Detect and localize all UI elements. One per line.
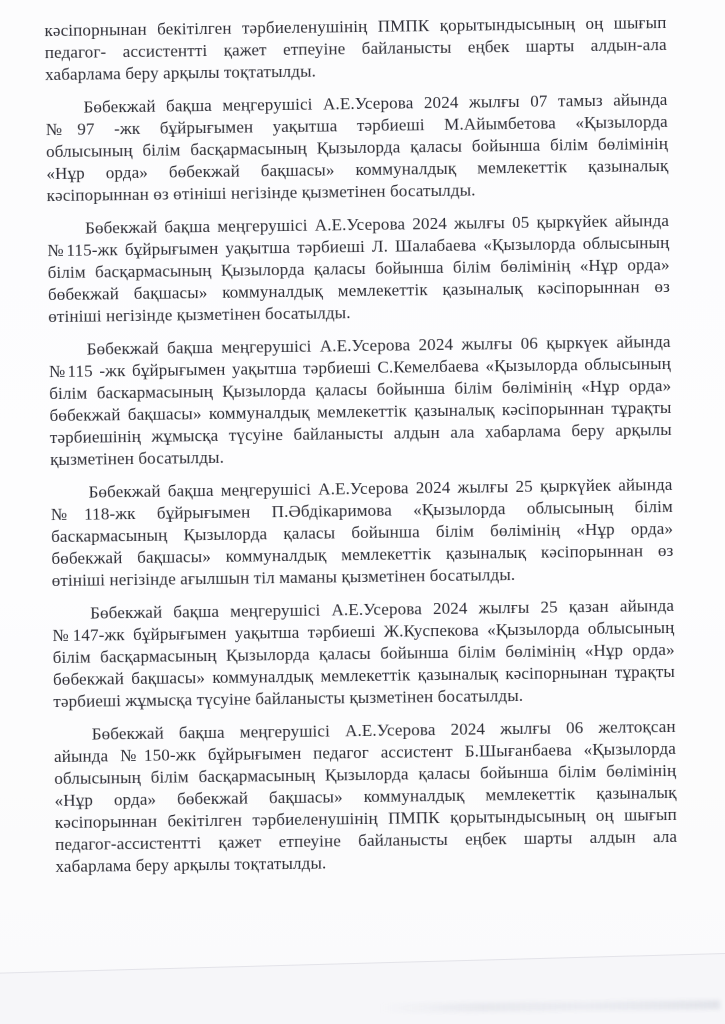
- text-line: кәсіпорыннан өз өтініші негізінде қызметінен босатылды.: [46, 180, 476, 206]
- paragraph: [44, 12, 667, 86]
- text-line: Бөбекжай бақша меңгерушісі А.Е.Усерова 2024 жылғы 25 қыркүйек айында: [88, 474, 673, 502]
- text-line: хабарлама беру арқылы тоқтатылды.: [55, 853, 327, 877]
- paragraph: [54, 716, 678, 878]
- text-line: Бөбекжай бақша меңгерушісі А.Е.Усерова 2024 жылғы 07 тамыз айында: [83, 89, 668, 117]
- paragraph: [47, 210, 670, 328]
- text-line: №147-жк бұйрығымен уақытша тәрбиеші Ж.Куспекова «Қызылорда облысының: [52, 617, 675, 646]
- text-line: №97 -жк бұйрығымен уақытша тәрбиеші М.Айымбетова «Қызылорда: [45, 111, 668, 140]
- text-line: білім басқармасының Қызылорда қаласы бойынша білім бөлімінің «Нұр орда»: [47, 254, 670, 283]
- text-line: бөбекжай бақшасы» коммуналдық мемлекеттік қазыналық кәсіпорыннан тұрақты: [49, 397, 672, 426]
- text-line: білім басқармасының Қызылорда қаласы бойынша білім бөлімінің «Нұр орда»: [52, 639, 675, 668]
- text-line: өтініші негізінде ағылшын тіл маманы қызметінен босатылды.: [51, 564, 516, 591]
- text-line: №115 -жк бұйрығымен уақытша тәрбиеші С.Кемелбаева «Қызылорда облысының: [48, 353, 672, 382]
- text-line: Бөбекжай бақша меңгерушісі А.Е.Усерова 2024 жылғы 06 қыркүек айында: [86, 331, 671, 359]
- text-line: бөбекжай бақшасы» коммуналдық мемлекеттік қазыналық кәсіпорыннан өз: [47, 276, 671, 305]
- text-line: өтініші негізінде қызметінен босатылды.: [48, 303, 351, 327]
- text-line: педагог- ассистентті қажет етпеуіне байланысты еңбек шарты алдын-ала: [44, 34, 667, 63]
- text-line: бөбекжай бақшасы» коммуналдық мемлекеттік қазыналық кәсіпорыннан өз: [51, 540, 674, 569]
- text-line: Бөбекжай бақша меңгерушісі А.Е.Усерова 2024 жылғы 05 қыркүйек айында: [84, 210, 670, 238]
- text-line: кәсіпорнынан бекітілген тәрбиеленушінің ПМПК қорытындысының оң шығып: [44, 12, 667, 41]
- text-line: «Нұр орда» бөбекжай бақшасы» коммуналдық мемлекеттік қазыналық: [46, 155, 669, 184]
- text-line: қызметінен босатылды.: [50, 447, 225, 470]
- text-line: Бөбекжай бақша меңгерушісі А.Е.Усерова 2024 жылғы 06 желтоқсан: [91, 716, 676, 744]
- text-line: білім баскармасының Қызылорда қаласы бойынша білім бөлімінің «Нұр орда»: [49, 375, 672, 404]
- paragraph: [52, 595, 675, 713]
- text-line: хабарлама беру арқылы тоқтатылды.: [44, 61, 317, 85]
- text-line: педагог-ассистентті қажет етпеуіне байланысты еңбек шарты алдын ала: [55, 826, 678, 855]
- text-line: №115-жк бұйрығымен уақытша тәрбиеші Л. Шалабаева «Қызылорда облысының: [47, 232, 670, 261]
- text-line: облысының білім басқармасының Қызылорда қаласы бойынша білім бөлімінің: [45, 133, 669, 162]
- scan-page-edge: [0, 952, 725, 1024]
- text-line: Бөбекжай бақша меңгерушісі А.Е.Усерова 2024 жылғы 25 қазан айында: [90, 595, 675, 623]
- text-line: тәрбиеші жұмысқа түсуіне байланысты қызметінен босатылды.: [53, 685, 524, 712]
- paragraph: [45, 89, 668, 207]
- document-text: [44, 12, 677, 878]
- text-line: «Нұр орда» бөбекжай бақшасы» коммуналдық мемлекеттік қазыналық: [54, 782, 677, 811]
- text-line: баскармасының Қызылорда қаласы бойынша білім бөлімінің «Нұр орда»: [51, 518, 674, 547]
- text-line: айында №150-жк бұйрығымен педагог ассистент Б.Шығанбаева «Қызылорда: [53, 738, 677, 767]
- paragraph: [50, 474, 673, 592]
- text-line: кәсіпорыннан бекітілген тәрбиеленушінің ПМПК қорытындысының оң шығып: [54, 804, 677, 833]
- text-line: №118-жк бұйрығымен П.Әбдікаримова «Қызылорда облысының білім: [50, 496, 673, 525]
- paragraph: [49, 331, 673, 471]
- text-line: бөбекжай бақшасы» коммуналдық мемлекеттік қазыналық кәсіпорнынан тұрақты: [52, 661, 676, 690]
- text-line: облысының білім басқармасының Қызылорда қаласы бойынша білім бөлімінің: [54, 760, 677, 789]
- text-line: тәрбиешінің жұмысқа түсуіне байланысты алдын ала хабарлама беру арқылы: [49, 419, 672, 448]
